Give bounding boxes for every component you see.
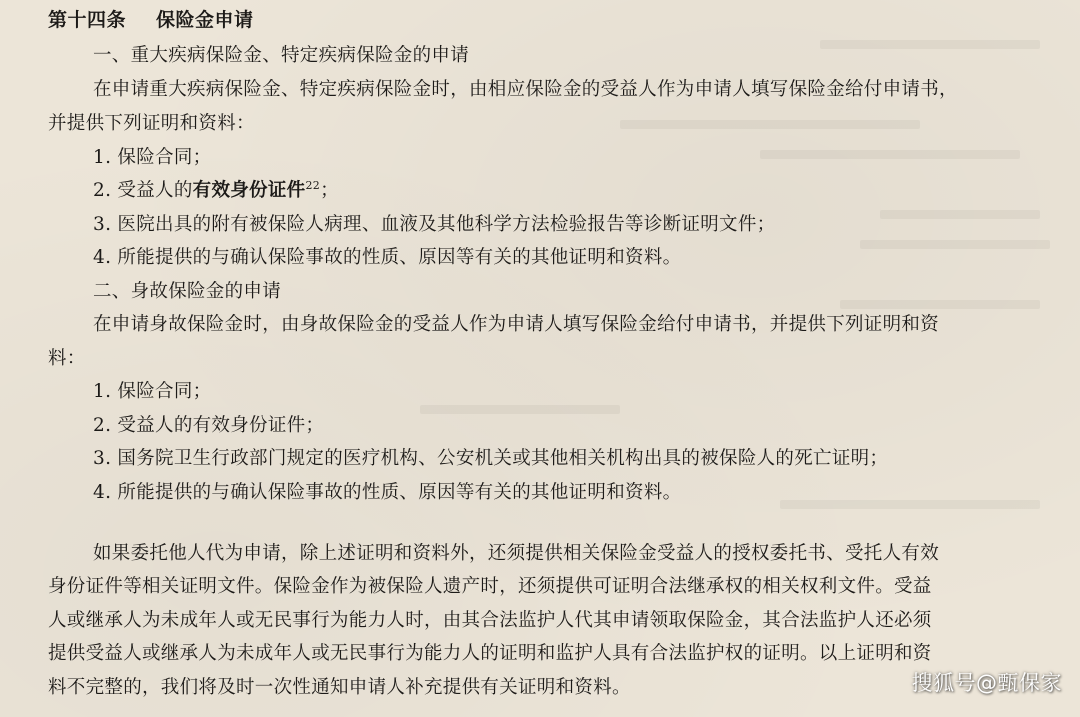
- closing-line-2: 身份证件等相关证明文件。保险金作为被保险人遗产时，还须提供可证明合法继承权的相关权利文件。受益: [48, 576, 932, 597]
- bleed-through-mark: [880, 210, 1040, 219]
- bleed-through-mark: [780, 500, 1040, 509]
- section1-item-1: 1. 保险合同；: [93, 147, 212, 168]
- article-title: 保险金申请: [156, 9, 254, 31]
- section2-heading: 二、身故保险金的申请: [93, 281, 282, 302]
- closing-line-4: 提供受益人或继承人为未成年人或无民事行为能力人的证明和监护人具有合法监护权的证明。以上证明和资: [48, 643, 932, 664]
- section2-item-3: 3. 国务院卫生行政部门规定的医疗机构、公安机关或其他相关机构出具的被保险人的死亡证明；: [93, 448, 889, 469]
- section2-item-4: 4. 所能提供的与确认保险事故的性质、原因等有关的其他证明和资料。: [93, 482, 682, 503]
- sohu-watermark: 搜狐号@甄保家: [911, 671, 1062, 695]
- section1-item-4: 4. 所能提供的与确认保险事故的性质、原因等有关的其他证明和资料。: [93, 247, 682, 268]
- closing-line-5: 料不完整的，我们将及时一次性通知申请人补充提供有关证明和资料。: [48, 677, 631, 698]
- section1-item-3: 3. 医院出具的附有被保险人病理、血液及其他科学方法检验报告等诊断证明文件；: [93, 214, 776, 235]
- section2-intro-line2: 料：: [48, 348, 86, 369]
- section1-item-2-end: ；: [320, 180, 339, 201]
- bleed-through-mark: [420, 405, 620, 414]
- bleed-through-mark: [760, 150, 1020, 159]
- section2-intro-line1: 在申请身故保险金时，由身故保险金的受益人作为申请人填写保险金给付申请书，并提供下列证明和资: [93, 314, 940, 335]
- bleed-through-mark: [820, 40, 1040, 49]
- bleed-through-mark: [860, 240, 1050, 249]
- section2-item-1: 1. 保险合同；: [93, 381, 212, 402]
- section1-intro-line1: 在申请重大疾病保险金、特定疾病保险金时，由相应保险金的受益人作为申请人填写保险金给付申请书，: [93, 79, 958, 100]
- closing-line-1: 如果委托他人代为申请，除上述证明和资料外，还须提供相关保险金受益人的授权委托书、受托人有效: [93, 543, 940, 564]
- section1-item-2-text: 2. 受益人的: [93, 180, 193, 201]
- footnote-marker: 22: [305, 178, 321, 192]
- bleed-through-mark: [840, 300, 1040, 309]
- section1-intro-line2: 并提供下列证明和资料：: [48, 113, 255, 134]
- closing-line-3: 人或继承人为未成年人或无民事行为能力人时，由其合法监护人代其申请领取保险金，其合法监护人还必须: [48, 610, 932, 631]
- article-heading: [48, 7, 254, 33]
- section1-heading: 一、重大疾病保险金、特定疾病保险金的申请: [93, 45, 470, 66]
- section1-item-2-bold: 有效身份证件: [192, 180, 306, 201]
- section2-item-2: 2. 受益人的有效身份证件；: [93, 415, 325, 436]
- section1-item-2: [93, 178, 339, 204]
- bleed-through-mark: [620, 120, 920, 129]
- article-number: 第十四条: [48, 9, 127, 31]
